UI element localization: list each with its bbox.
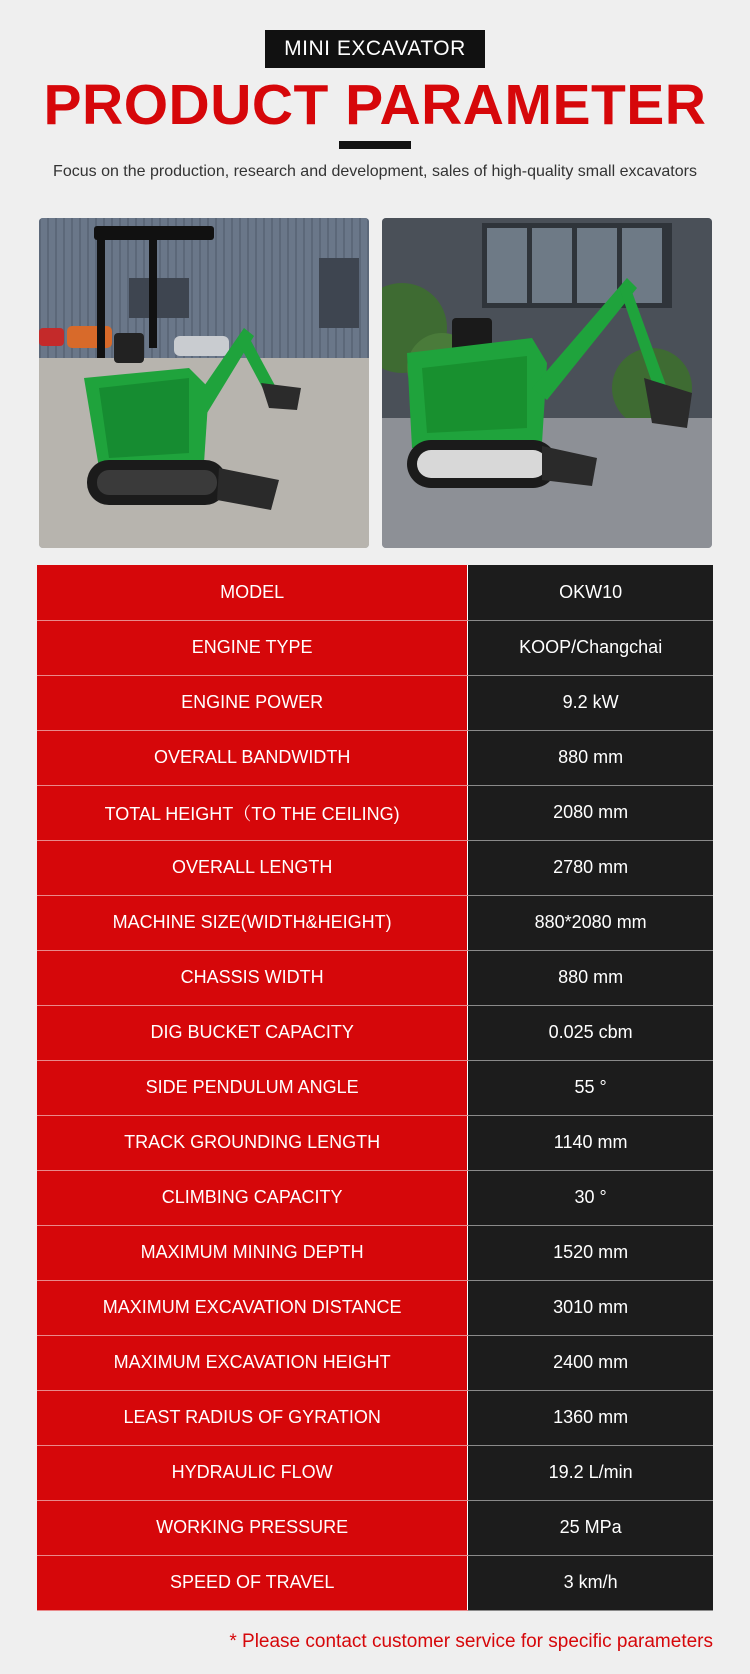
spec-label: SIDE PENDULUM ANGLE: [37, 1060, 468, 1115]
spec-value: OKW10: [468, 565, 713, 620]
spec-label: MACHINE SIZE(WIDTH&HEIGHT): [37, 895, 468, 950]
spec-label: MODEL: [37, 565, 468, 620]
spec-row: [37, 620, 713, 675]
spec-row: [37, 1225, 713, 1280]
excavator-photo-front: [39, 218, 369, 548]
spec-value: 880 mm: [468, 950, 713, 1005]
spec-value: 3 km/h: [468, 1555, 713, 1610]
spec-row: [37, 1335, 713, 1390]
spec-value: 1360 mm: [468, 1390, 713, 1445]
spec-label: HYDRAULIC FLOW: [37, 1445, 468, 1500]
spec-value: 880*2080 mm: [468, 895, 713, 950]
spec-value: 2780 mm: [468, 840, 713, 895]
spec-row: [37, 565, 713, 620]
spec-value: 880 mm: [468, 730, 713, 785]
spec-value: 0.025 cbm: [468, 1005, 713, 1060]
product-badge: MINI EXCAVATOR: [265, 30, 485, 68]
spec-row: [37, 1445, 713, 1500]
spec-value: 2400 mm: [468, 1335, 713, 1390]
spec-row: [37, 840, 713, 895]
spec-row: [37, 950, 713, 1005]
spec-label: LEAST RADIUS OF GYRATION: [37, 1390, 468, 1445]
spec-label: WORKING PRESSURE: [37, 1500, 468, 1555]
spec-value: 55 °: [468, 1060, 713, 1115]
spec-value: 2080 mm: [468, 785, 713, 840]
page-subtitle: Focus on the production, research and development, sales of high-quality small excavators: [53, 163, 697, 180]
spec-value: 1520 mm: [468, 1225, 713, 1280]
spec-table: [37, 565, 713, 1611]
spec-label: MAXIMUM MINING DEPTH: [37, 1225, 468, 1280]
spec-row: [37, 895, 713, 950]
spec-value: KOOP/Changchai: [468, 620, 713, 675]
excavator-image: [382, 218, 712, 548]
spec-row: [37, 1555, 713, 1610]
spec-label: DIG BUCKET CAPACITY: [37, 1005, 468, 1060]
spec-value: 1140 mm: [468, 1115, 713, 1170]
spec-label: OVERALL LENGTH: [37, 840, 468, 895]
spec-value: 25 MPa: [468, 1500, 713, 1555]
spec-row: [37, 1115, 713, 1170]
spec-row: [37, 1500, 713, 1555]
spec-row: [37, 730, 713, 785]
spec-label: CLIMBING CAPACITY: [37, 1170, 468, 1225]
spec-value: 3010 mm: [468, 1280, 713, 1335]
spec-label: ENGINE POWER: [37, 675, 468, 730]
spec-label: SPEED OF TRAVEL: [37, 1555, 468, 1610]
excavator-photo-side: [382, 218, 712, 548]
page-title: PRODUCT PARAMETER: [43, 73, 707, 137]
spec-row: [37, 1280, 713, 1335]
spec-label: MAXIMUM EXCAVATION HEIGHT: [37, 1335, 468, 1390]
spec-label: TOTAL HEIGHT（TO THE CEILING): [37, 785, 468, 840]
spec-value: 9.2 kW: [468, 675, 713, 730]
spec-label: ENGINE TYPE: [37, 620, 468, 675]
spec-label: OVERALL BANDWIDTH: [37, 730, 468, 785]
spec-row: [37, 1005, 713, 1060]
spec-row: [37, 1060, 713, 1115]
spec-label: TRACK GROUNDING LENGTH: [37, 1115, 468, 1170]
excavator-image: [39, 218, 369, 548]
contact-note: * Please contact customer service for specific parameters: [229, 1631, 713, 1652]
spec-row: [37, 1170, 713, 1225]
spec-row: [37, 785, 713, 840]
title-underline: [339, 141, 411, 149]
spec-row: [37, 1390, 713, 1445]
spec-value: 30 °: [468, 1170, 713, 1225]
spec-label: CHASSIS WIDTH: [37, 950, 468, 1005]
spec-row: [37, 675, 713, 730]
spec-label: MAXIMUM EXCAVATION DISTANCE: [37, 1280, 468, 1335]
spec-value: 19.2 L/min: [468, 1445, 713, 1500]
